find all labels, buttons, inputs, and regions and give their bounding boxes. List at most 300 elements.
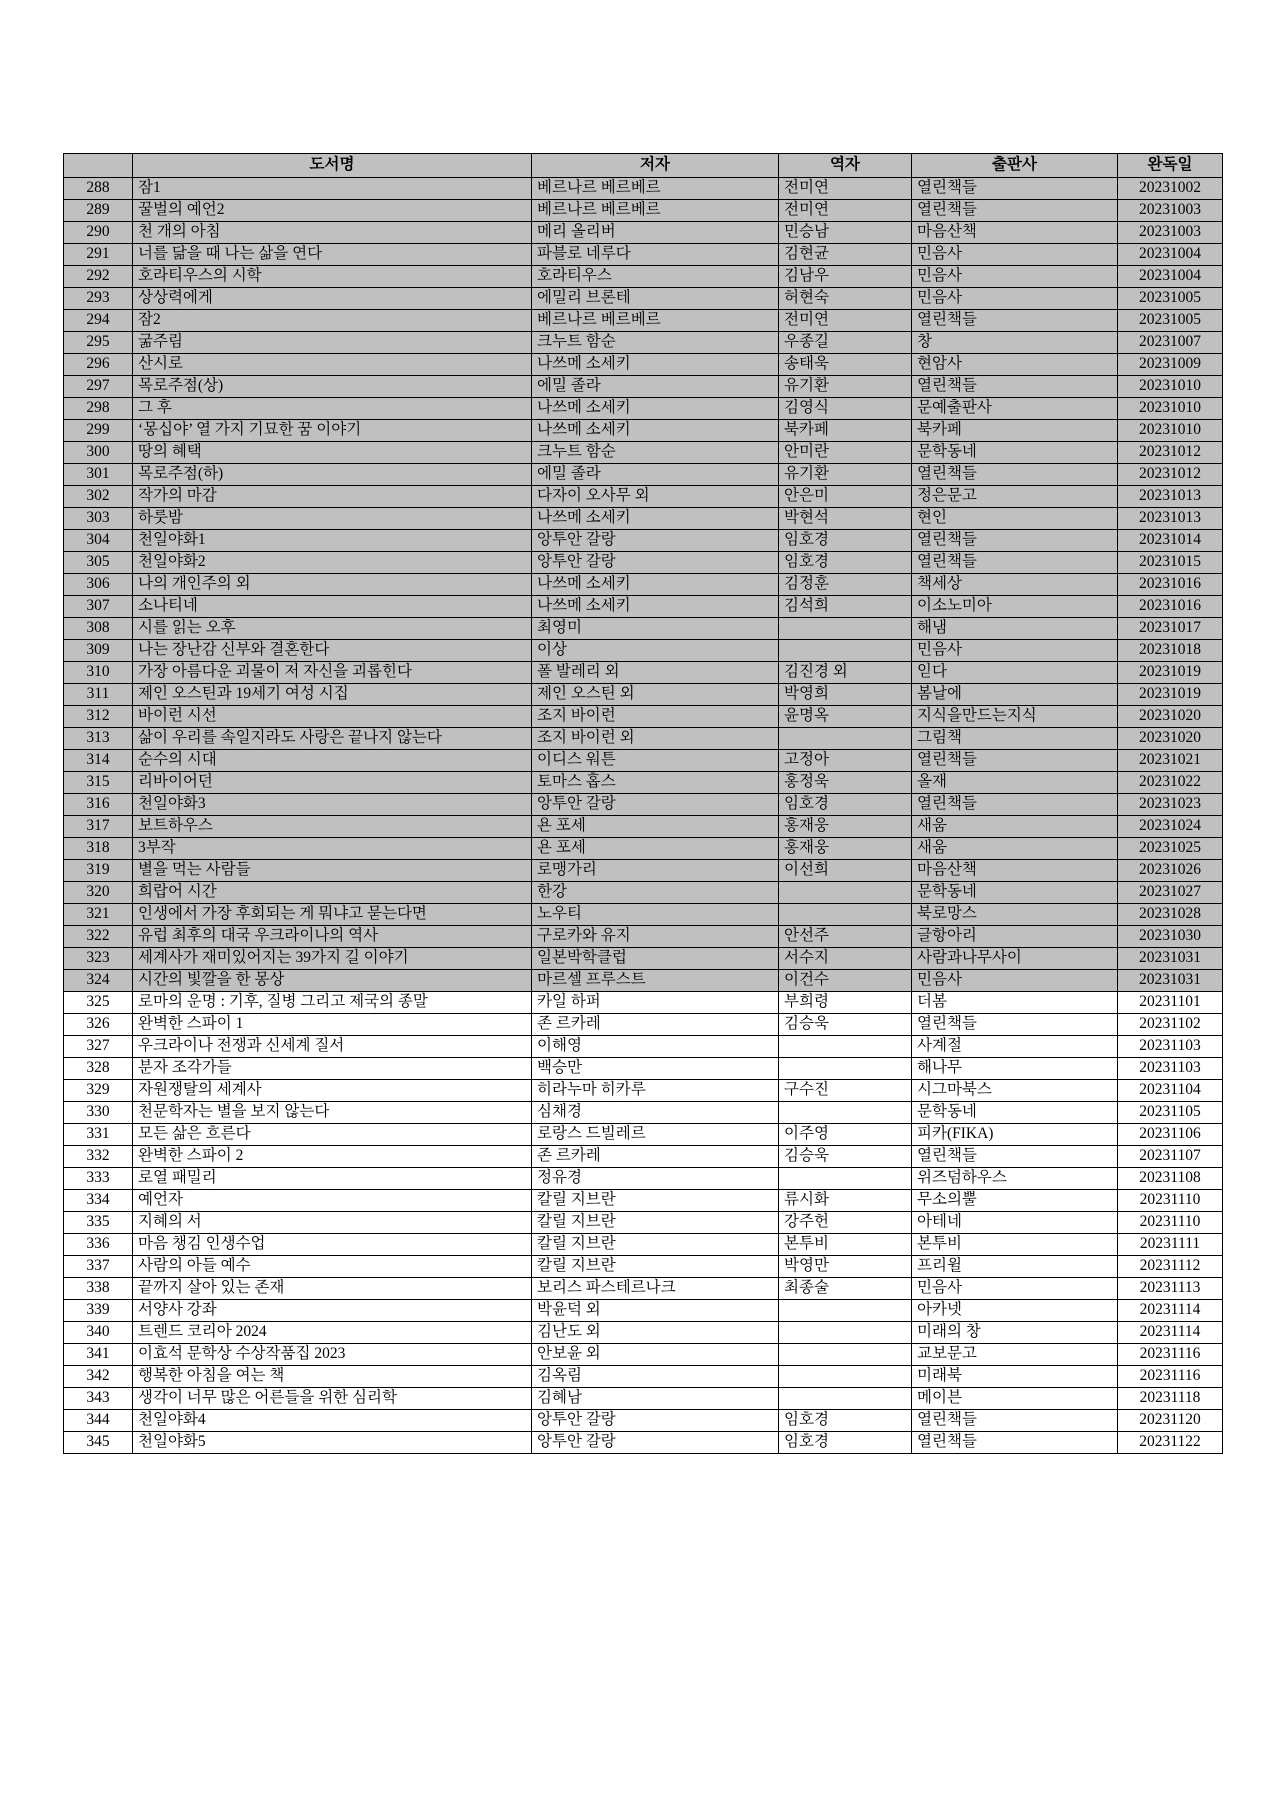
book-publisher: 시그마북스 [912,1080,1118,1102]
book-read-date: 20231002 [1118,178,1223,200]
row-index: 288 [64,178,133,200]
book-publisher: 열린책들 [912,750,1118,772]
book-publisher: 민음사 [912,640,1118,662]
column-header-publisher: 출판사 [912,154,1118,178]
row-index: 340 [64,1322,133,1344]
table-row [64,1014,1223,1036]
table-header [64,154,1223,178]
book-author: 베르나르 베르베르 [532,310,779,332]
row-index: 291 [64,244,133,266]
row-index: 309 [64,640,133,662]
table-row [64,794,1223,816]
table-row [64,354,1223,376]
row-index: 292 [64,266,133,288]
book-read-date: 20231111 [1118,1234,1223,1256]
row-index: 319 [64,860,133,882]
table-row [64,1432,1223,1454]
table-row [64,970,1223,992]
book-read-date: 20231004 [1118,266,1223,288]
table-row [64,1366,1223,1388]
row-index: 325 [64,992,133,1014]
book-publisher: 창 [912,332,1118,354]
row-index: 312 [64,706,133,728]
book-title: 천문학자는 별을 보지 않는다 [133,1102,532,1124]
table-row [64,684,1223,706]
book-author: 존 르카레 [532,1146,779,1168]
book-publisher: 북로망스 [912,904,1118,926]
book-title: 완벽한 스파이 1 [133,1014,532,1036]
book-title: 바이런 시선 [133,706,532,728]
book-translator: 유기환 [779,376,912,398]
book-title: 상상력에게 [133,288,532,310]
book-author: 에밀리 브론테 [532,288,779,310]
row-index: 321 [64,904,133,926]
table-row [64,266,1223,288]
table-row [64,926,1223,948]
book-publisher: 열린책들 [912,530,1118,552]
book-publisher: 열린책들 [912,1432,1118,1454]
book-translator: 이건수 [779,970,912,992]
table-row [64,750,1223,772]
column-header-author: 저자 [532,154,779,178]
book-read-date: 20231122 [1118,1432,1223,1454]
book-publisher: 교보문고 [912,1344,1118,1366]
book-author: 욘 포세 [532,838,779,860]
book-publisher: 글항아리 [912,926,1118,948]
row-index: 305 [64,552,133,574]
table-row [64,332,1223,354]
table-row [64,508,1223,530]
table-row [64,1212,1223,1234]
book-read-date: 20231014 [1118,530,1223,552]
row-index: 304 [64,530,133,552]
book-translator: 홍정욱 [779,772,912,794]
book-author: 칼릴 지브란 [532,1234,779,1256]
book-read-date: 20231107 [1118,1146,1223,1168]
book-author: 나쓰메 소세키 [532,596,779,618]
book-publisher: 미래북 [912,1366,1118,1388]
book-read-date: 20231007 [1118,332,1223,354]
book-publisher: 열린책들 [912,1410,1118,1432]
book-read-date: 20231013 [1118,508,1223,530]
book-author: 칼릴 지브란 [532,1190,779,1212]
book-author: 메리 올리버 [532,222,779,244]
book-translator: 허현숙 [779,288,912,310]
book-title: 예언자 [133,1190,532,1212]
table-row [64,1190,1223,1212]
book-author: 욘 포세 [532,816,779,838]
book-author: 최영미 [532,618,779,640]
book-translator: 임호경 [779,1410,912,1432]
book-publisher: 위즈덤하우스 [912,1168,1118,1190]
book-author: 이상 [532,640,779,662]
book-author: 조지 바이런 외 [532,728,779,750]
row-index: 338 [64,1278,133,1300]
row-index: 308 [64,618,133,640]
book-author: 제인 오스틴 외 [532,684,779,706]
row-index: 322 [64,926,133,948]
book-translator: 송태욱 [779,354,912,376]
book-publisher: 그림책 [912,728,1118,750]
book-read-date: 20231104 [1118,1080,1223,1102]
book-publisher: 책세상 [912,574,1118,596]
book-translator: 최종술 [779,1278,912,1300]
book-author: 나쓰메 소세키 [532,398,779,420]
row-index: 318 [64,838,133,860]
book-author: 호라티우스 [532,266,779,288]
book-author: 나쓰메 소세키 [532,508,779,530]
table-row [64,1278,1223,1300]
table-row [64,948,1223,970]
book-read-date: 20231112 [1118,1256,1223,1278]
book-publisher: 민음사 [912,266,1118,288]
book-title: 유럽 최후의 대국 우크라이나의 역사 [133,926,532,948]
book-author: 에밀 졸라 [532,376,779,398]
book-publisher: 이소노미아 [912,596,1118,618]
book-translator: 윤명옥 [779,706,912,728]
book-read-date: 20231027 [1118,882,1223,904]
book-translator: 류시화 [779,1190,912,1212]
table-row [64,486,1223,508]
row-index: 331 [64,1124,133,1146]
book-author: 김옥림 [532,1366,779,1388]
book-author: 크누트 함순 [532,332,779,354]
row-index: 341 [64,1344,133,1366]
book-author: 나쓰메 소세키 [532,574,779,596]
table-row [64,1234,1223,1256]
book-translator [779,1102,912,1124]
table-row [64,1300,1223,1322]
book-title: 행복한 아침을 여는 책 [133,1366,532,1388]
row-index: 328 [64,1058,133,1080]
book-translator: 서수지 [779,948,912,970]
row-index: 300 [64,442,133,464]
book-publisher: 열린책들 [912,464,1118,486]
book-title: 모든 삶은 흐른다 [133,1124,532,1146]
book-author: 앙투안 갈랑 [532,1432,779,1454]
book-translator: 강주헌 [779,1212,912,1234]
book-title: 로열 패밀리 [133,1168,532,1190]
book-read-date: 20231113 [1118,1278,1223,1300]
book-translator [779,1344,912,1366]
book-publisher: 해냄 [912,618,1118,640]
book-title: 천일야화2 [133,552,532,574]
book-publisher: 현암사 [912,354,1118,376]
table-row [64,728,1223,750]
book-read-date: 20231003 [1118,200,1223,222]
row-index: 336 [64,1234,133,1256]
table-row [64,816,1223,838]
book-read-date: 20231114 [1118,1322,1223,1344]
book-translator [779,1300,912,1322]
table-row [64,1344,1223,1366]
column-header-title: 도서명 [133,154,532,178]
book-translator: 안은미 [779,486,912,508]
table-row [64,442,1223,464]
row-index: 299 [64,420,133,442]
table-row [64,992,1223,1014]
book-publisher: 올재 [912,772,1118,794]
book-publisher: 사람과나무사이 [912,948,1118,970]
table-row [64,376,1223,398]
book-title: 세계사가 재미있어지는 39가지 길 이야기 [133,948,532,970]
book-title: 호라티우스의 시학 [133,266,532,288]
book-publisher: 피카(FIKA) [912,1124,1118,1146]
column-header-translator: 역자 [779,154,912,178]
book-read-date: 20231026 [1118,860,1223,882]
book-title: 3부작 [133,838,532,860]
header-row [64,154,1223,178]
book-title: 가장 아름다운 괴물이 저 자신을 괴롭힌다 [133,662,532,684]
book-title: 로마의 운명 : 기후, 질병 그리고 제국의 종말 [133,992,532,1014]
book-publisher: 새움 [912,838,1118,860]
book-read-date: 20231019 [1118,684,1223,706]
book-translator: 임호경 [779,1432,912,1454]
book-publisher: 열린책들 [912,1014,1118,1036]
row-index: 342 [64,1366,133,1388]
book-read-date: 20231020 [1118,706,1223,728]
table-row [64,222,1223,244]
book-publisher: 민음사 [912,970,1118,992]
book-read-date: 20231106 [1118,1124,1223,1146]
table-row [64,706,1223,728]
book-title: 꿀벌의 예언2 [133,200,532,222]
table-row [64,1256,1223,1278]
table-row [64,1080,1223,1102]
book-read-date: 20231023 [1118,794,1223,816]
book-translator [779,882,912,904]
book-title: 서양사 강좌 [133,1300,532,1322]
row-index: 339 [64,1300,133,1322]
book-translator: 김남우 [779,266,912,288]
book-read-date: 20231114 [1118,1300,1223,1322]
book-author: 심채경 [532,1102,779,1124]
book-translator [779,1036,912,1058]
row-index: 296 [64,354,133,376]
table-row [64,288,1223,310]
book-title: 작가의 마감 [133,486,532,508]
book-publisher: 미래의 창 [912,1322,1118,1344]
book-publisher: 민음사 [912,1278,1118,1300]
book-publisher: 열린책들 [912,376,1118,398]
book-read-date: 20231102 [1118,1014,1223,1036]
book-read-date: 20231005 [1118,288,1223,310]
book-read-date: 20231108 [1118,1168,1223,1190]
book-author: 마르셀 프루스트 [532,970,779,992]
book-author: 크누트 함순 [532,442,779,464]
book-author: 로맹가리 [532,860,779,882]
book-author: 토마스 홉스 [532,772,779,794]
book-author: 일본박학클럽 [532,948,779,970]
book-publisher: 메이븐 [912,1388,1118,1410]
book-read-date: 20231116 [1118,1366,1223,1388]
book-read-date: 20231010 [1118,398,1223,420]
book-publisher: 아테네 [912,1212,1118,1234]
book-title: 마음 챙김 인생수업 [133,1234,532,1256]
book-publisher: 더봄 [912,992,1118,1014]
book-publisher: 문학동네 [912,882,1118,904]
column-header-index [64,154,133,178]
book-publisher: 열린책들 [912,1146,1118,1168]
book-translator: 전미연 [779,200,912,222]
book-translator: 김현균 [779,244,912,266]
row-index: 343 [64,1388,133,1410]
table-row [64,310,1223,332]
row-index: 327 [64,1036,133,1058]
book-title: 굶주림 [133,332,532,354]
book-translator: 북카페 [779,420,912,442]
book-read-date: 20231010 [1118,420,1223,442]
book-publisher: 현인 [912,508,1118,530]
book-title: 순수의 시대 [133,750,532,772]
book-read-date: 20231120 [1118,1410,1223,1432]
book-translator: 유기환 [779,464,912,486]
book-publisher: 문학동네 [912,442,1118,464]
book-title: 지혜의 서 [133,1212,532,1234]
book-author: 조지 바이런 [532,706,779,728]
table-row [64,552,1223,574]
row-index: 310 [64,662,133,684]
book-read-date: 20231030 [1118,926,1223,948]
book-title: 산시로 [133,354,532,376]
book-read-date: 20231103 [1118,1036,1223,1058]
book-translator: 김영식 [779,398,912,420]
book-title: 나의 개인주의 외 [133,574,532,596]
book-translator [779,1366,912,1388]
book-read-date: 20231016 [1118,596,1223,618]
row-index: 316 [64,794,133,816]
book-translator: 홍재웅 [779,816,912,838]
table-row [64,420,1223,442]
book-title: 보트하우스 [133,816,532,838]
book-publisher: 열린책들 [912,178,1118,200]
table-row [64,244,1223,266]
table-row [64,464,1223,486]
book-read-date: 20231101 [1118,992,1223,1014]
book-publisher: 마음산책 [912,222,1118,244]
book-publisher: 정은문고 [912,486,1118,508]
book-publisher: 봄날에 [912,684,1118,706]
table-row [64,904,1223,926]
row-index: 315 [64,772,133,794]
column-header-date: 완독일 [1118,154,1223,178]
book-translator: 김진경 외 [779,662,912,684]
book-translator [779,1058,912,1080]
book-title: 끝까지 살아 있는 존재 [133,1278,532,1300]
book-author: 다자이 오사무 외 [532,486,779,508]
book-read-date: 20231018 [1118,640,1223,662]
table-row [64,574,1223,596]
book-author: 정유경 [532,1168,779,1190]
book-author: 보리스 파스테르나크 [532,1278,779,1300]
table-row [64,1322,1223,1344]
book-translator [779,1388,912,1410]
book-read-date: 20231013 [1118,486,1223,508]
book-title: 천일야화3 [133,794,532,816]
book-title: 천일야화4 [133,1410,532,1432]
book-author: 앙투안 갈랑 [532,530,779,552]
table-row [64,1146,1223,1168]
book-translator: 박현석 [779,508,912,530]
book-translator: 전미연 [779,178,912,200]
book-title: 인생에서 가장 후회되는 게 뭐냐고 묻는다면 [133,904,532,926]
book-author: 칼릴 지브란 [532,1212,779,1234]
book-author: 김혜남 [532,1388,779,1410]
row-index: 324 [64,970,133,992]
table-row [64,530,1223,552]
row-index: 337 [64,1256,133,1278]
row-index: 307 [64,596,133,618]
book-author: 백승만 [532,1058,779,1080]
book-author: 로랑스 드빌레르 [532,1124,779,1146]
table-row [64,1124,1223,1146]
row-index: 326 [64,1014,133,1036]
book-publisher: 읻다 [912,662,1118,684]
book-read-date: 20231025 [1118,838,1223,860]
book-read-date: 20231118 [1118,1388,1223,1410]
book-author: 베르나르 베르베르 [532,200,779,222]
book-read-date: 20231103 [1118,1058,1223,1080]
book-title: 땅의 혜택 [133,442,532,464]
book-author: 이해영 [532,1036,779,1058]
book-read-date: 20231016 [1118,574,1223,596]
table-row [64,596,1223,618]
book-translator: 김석희 [779,596,912,618]
book-read-date: 20231105 [1118,1102,1223,1124]
book-translator: 구수진 [779,1080,912,1102]
book-author: 칼릴 지브란 [532,1256,779,1278]
book-title: 트렌드 코리아 2024 [133,1322,532,1344]
book-translator: 본투비 [779,1234,912,1256]
book-author: 이디스 워튼 [532,750,779,772]
row-index: 333 [64,1168,133,1190]
row-index: 332 [64,1146,133,1168]
book-author: 히라누마 히카루 [532,1080,779,1102]
booklist-table [63,153,1223,1454]
book-translator [779,728,912,750]
table-row [64,838,1223,860]
row-index: 293 [64,288,133,310]
book-read-date: 20231003 [1118,222,1223,244]
book-publisher: 무소의뿔 [912,1190,1118,1212]
book-title: 천일야화5 [133,1432,532,1454]
book-author: 안보윤 외 [532,1344,779,1366]
book-translator: 김정훈 [779,574,912,596]
row-index: 303 [64,508,133,530]
table-row [64,1102,1223,1124]
row-index: 295 [64,332,133,354]
book-translator: 임호경 [779,552,912,574]
book-publisher: 문예출판사 [912,398,1118,420]
row-index: 297 [64,376,133,398]
book-translator: 임호경 [779,530,912,552]
book-read-date: 20231110 [1118,1190,1223,1212]
row-index: 317 [64,816,133,838]
book-author: 파블로 네루다 [532,244,779,266]
book-publisher: 마음산책 [912,860,1118,882]
book-author: 나쓰메 소세키 [532,420,779,442]
book-title: 그 후 [133,398,532,420]
book-title: 잠2 [133,310,532,332]
book-title: 희랍어 시간 [133,882,532,904]
row-index: 298 [64,398,133,420]
book-title: 우크라이나 전쟁과 신세계 질서 [133,1036,532,1058]
book-publisher: 열린책들 [912,200,1118,222]
row-index: 306 [64,574,133,596]
book-title: 천일야화1 [133,530,532,552]
book-read-date: 20231031 [1118,970,1223,992]
book-title: 천 개의 아침 [133,222,532,244]
